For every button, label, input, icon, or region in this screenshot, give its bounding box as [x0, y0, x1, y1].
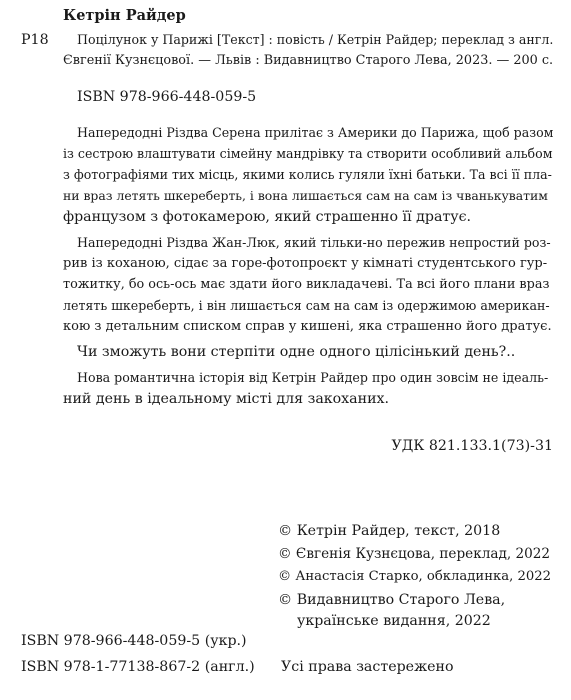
annotation-p1-line-1: Напередодні Різдва Серена прилітає з Америки до Парижа, щоб разом: [77, 125, 554, 140]
annotation-p1-line-3: з фотографіями тих місць, якими колись гуляли їхні батьки. Та всі її пла-: [63, 167, 552, 182]
bibliographic-description-line-1: Поцілунок у Парижі [Текст] : повість / Кетрін Райдер; переклад з англ.: [77, 32, 554, 47]
copyright-cover: © Анастасія Старко, обкладинка, 2022: [278, 569, 552, 584]
isbn-top: ISBN 978-966-448-059-5: [77, 89, 257, 105]
annotation-p2-line-5: кою з детальним списком справ у кишені, яка страшенно його дратує.: [63, 319, 552, 334]
annotation-p2-line-4: летять шкереберть, і він лишається сам на сам із одержимою американ-: [63, 298, 550, 313]
annotation-p4-line-2: ний день в ідеальному місті для закоханих.: [63, 391, 390, 407]
bibliographic-code: Р18: [21, 32, 49, 48]
udk-code: УДК 821.133.1(73)-31: [391, 438, 553, 454]
isbn-ukrainian: ISBN 978-966-448-059-5 (укр.): [21, 633, 247, 649]
annotation-p2-line-1: Напередодні Різдва Жан-Люк, який тільки-но пережив непростий роз-: [77, 235, 551, 250]
annotation-p3-line-1: Чи зможуть вони стерпіти одне одного цілісінький день?..: [77, 344, 516, 360]
copyright-translator: © Євгенія Кузнєцова, переклад, 2022: [278, 546, 551, 562]
annotation-p1-line-2: із сестрою влаштувати сімейну мандрівку та створити особливий альбом: [63, 146, 553, 161]
copyright-publisher-edition: українське видання, 2022: [297, 613, 491, 629]
annotation-p4-line-1: Нова романтична історія від Кетрін Райдер про один зовсім не ідеаль-: [77, 370, 549, 385]
annotation-p1-line-5: французом з фотокамерою, який страшенно її дратує.: [63, 209, 472, 225]
copyright-author: © Кетрін Райдер, текст, 2018: [278, 523, 501, 539]
annotation-p1-line-4: ни враз летять шкереберть, і вона лишається сам на сам із чванькуватим: [63, 188, 548, 203]
bibliographic-description-line-2: Євгенії Кузнєцової. — Львів : Видавництво Старого Лева, 2023. — 200 с.: [63, 53, 554, 68]
author-heading: Кетрін Райдер: [63, 7, 186, 24]
isbn-english: ISBN 978-1-77138-867-2 (англ.): [21, 659, 255, 675]
copyright-publisher: © Видавництво Старого Лева,: [278, 592, 506, 608]
all-rights-reserved: Усі права застережено: [281, 659, 454, 675]
annotation-p2-line-2: рив із коханою, сідає за горе-фотопроєкт у кімнаті студентського гур-: [63, 256, 548, 271]
annotation-p2-line-3: тожитку, бо ось-ось має здати його викладачеві. Та всі його плани враз: [63, 277, 550, 292]
